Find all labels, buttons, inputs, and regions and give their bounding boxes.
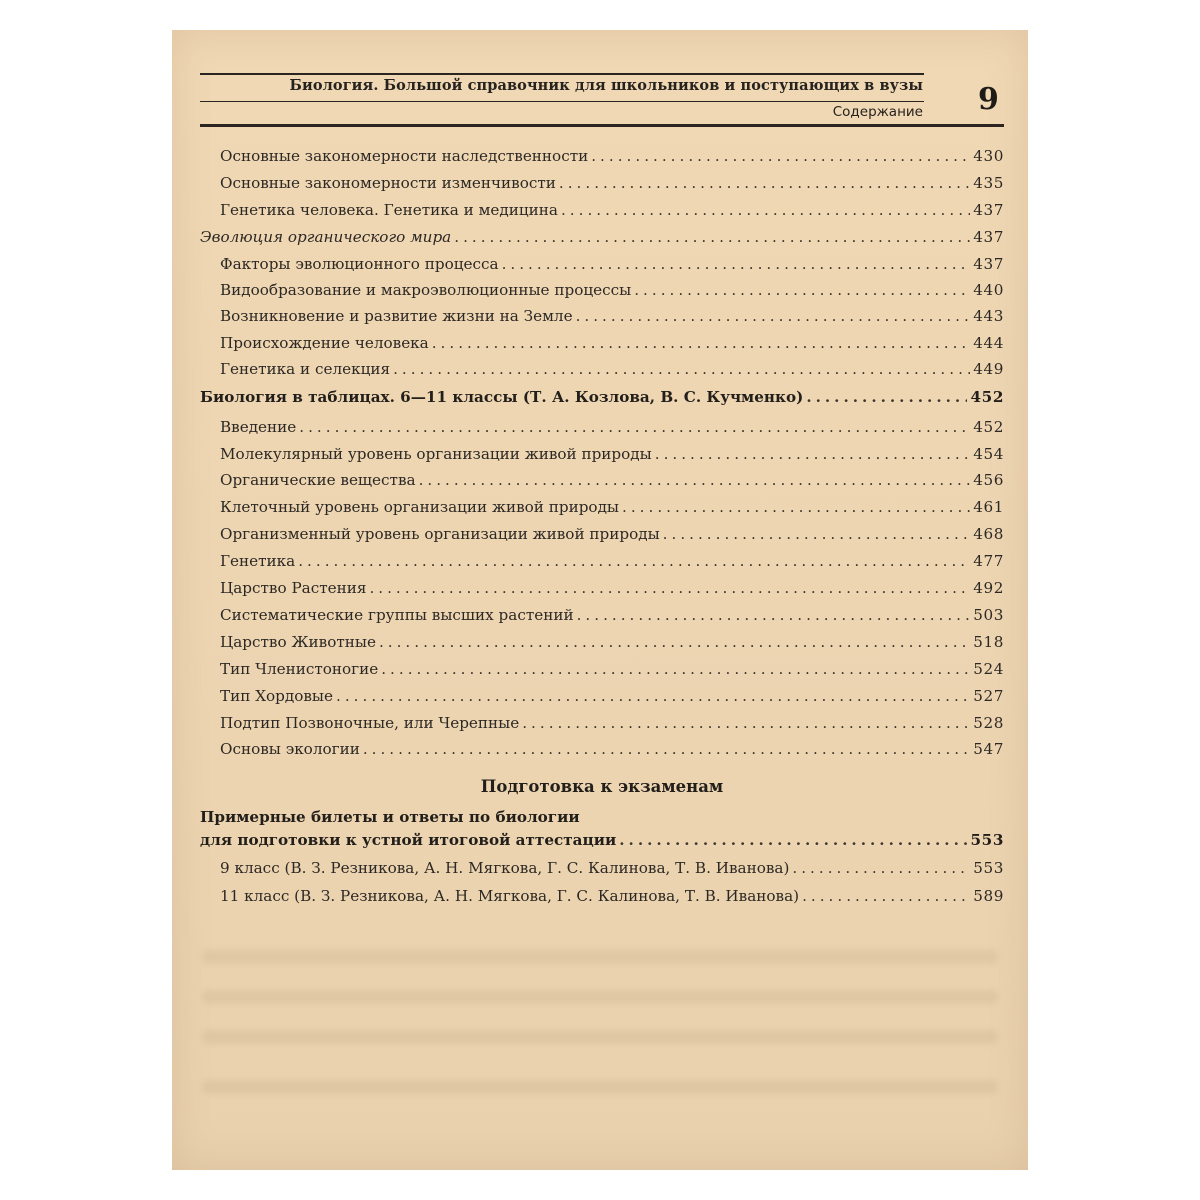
toc-entry-page: 437 — [973, 228, 1004, 246]
toc-entry[interactable] — [220, 173, 1004, 193]
toc-entry-page: 454 — [973, 445, 1004, 463]
toc-entry-title: Генетика — [220, 552, 296, 570]
toc-entry-page: 440 — [973, 281, 1004, 299]
toc-entry-title: 11 класс (В. З. Резникова, А. Н. Мягкова, Г. С. Калинова, Т. В. Иванова) — [220, 887, 800, 905]
toc-entry-title: Введение — [220, 418, 297, 436]
toc-entry-page: 547 — [973, 740, 1004, 758]
toc-entry-title: Тип Хордовые — [220, 687, 334, 705]
toc-entry-title: Биология в таблицах. 6—11 классы (Т. А. Козлова, В. С. Кучменко) — [200, 388, 804, 406]
dot-leader — [559, 173, 970, 193]
section-heading: Подготовка к экзаменам — [480, 777, 724, 796]
dot-leader — [522, 713, 970, 733]
dot-leader — [634, 280, 970, 300]
toc-entry[interactable] — [220, 200, 1004, 220]
toc-entry-page: 437 — [973, 255, 1004, 273]
toc-entry-title: Подтип Позвоночные, или Черепные — [220, 714, 520, 732]
toc-entry-page: 589 — [973, 887, 1004, 905]
toc-entry[interactable] — [220, 254, 1004, 274]
toc-entry-page: 435 — [973, 174, 1004, 192]
exam-entry-title-line: Примерные билеты и ответы по биологии — [200, 808, 580, 826]
toc-entry-title: Факторы эволюционного процесса — [220, 255, 499, 273]
toc-entry-title: Систематические группы высших растений — [220, 606, 574, 624]
dot-leader — [379, 632, 970, 652]
toc-entry-part[interactable] — [200, 830, 1004, 850]
toc-entry-title: Основные закономерности наследственности — [220, 147, 589, 165]
toc-entry[interactable] — [220, 605, 1004, 625]
toc-entry-page: 553 — [970, 831, 1004, 849]
dot-leader — [363, 739, 970, 759]
toc-entry-title: Генетика и селекция — [220, 360, 391, 378]
toc-entry[interactable] — [220, 686, 1004, 706]
toc-entry-page: 524 — [973, 660, 1004, 678]
dot-leader — [806, 387, 967, 407]
dot-leader — [299, 417, 970, 437]
toc-entry-page: 468 — [973, 525, 1004, 543]
toc-entry-title: Царство Растения — [220, 579, 367, 597]
toc-entry-title: Основные закономерности изменчивости — [220, 174, 556, 192]
dot-leader — [419, 470, 971, 490]
dot-leader — [369, 578, 970, 598]
toc-entry[interactable] — [220, 417, 1004, 437]
dot-leader — [622, 497, 970, 517]
dot-leader — [792, 858, 970, 878]
toc-entry[interactable] — [220, 444, 1004, 464]
toc-entry-page: 452 — [970, 388, 1004, 406]
toc-entry[interactable] — [220, 359, 1004, 379]
toc-entry-chapter[interactable] — [200, 227, 1004, 247]
running-title: Биология. Большой справочник для школьников и поступающих в вузы — [289, 77, 923, 94]
toc-entry-page: 449 — [973, 360, 1004, 378]
dot-leader — [576, 306, 971, 326]
dot-leader — [591, 146, 970, 166]
dot-leader — [561, 200, 970, 220]
toc-entry[interactable] — [220, 739, 1004, 759]
toc-entry[interactable] — [220, 306, 1004, 326]
toc-entry-title: Эволюция органического мира — [200, 228, 452, 246]
dot-leader — [454, 227, 970, 247]
toc-entry-title: 9 класс (В. З. Резникова, А. Н. Мягкова, Г. С. Калинова, Т. В. Иванова) — [220, 859, 790, 877]
toc-entry-page: 452 — [973, 418, 1004, 436]
dot-leader — [502, 254, 971, 274]
toc-entry[interactable] — [220, 497, 1004, 517]
toc-entry-page: 437 — [973, 201, 1004, 219]
toc-entry[interactable] — [220, 578, 1004, 598]
toc-entry[interactable] — [220, 858, 1004, 878]
dot-leader — [802, 886, 970, 906]
dot-leader — [432, 333, 970, 353]
toc-entry-title: Органические вещества — [220, 471, 416, 489]
toc-entry-page: 518 — [973, 633, 1004, 651]
toc-entry[interactable] — [220, 333, 1004, 353]
dot-leader — [393, 359, 970, 379]
toc-entry-page: 444 — [973, 334, 1004, 352]
section-label: Содержание — [832, 104, 923, 120]
toc-entry[interactable] — [220, 886, 1004, 906]
toc-entry-title: Организменный уровень организации живой природы — [220, 525, 660, 543]
toc-entry-title: Клеточный уровень организации живой природы — [220, 498, 620, 516]
toc-entry[interactable] — [220, 551, 1004, 571]
dot-leader — [336, 686, 970, 706]
toc-entry[interactable] — [220, 713, 1004, 733]
toc-entry[interactable] — [220, 632, 1004, 652]
toc-entry-page: 528 — [973, 714, 1004, 732]
dot-leader — [619, 830, 967, 850]
toc-entry-page: 443 — [973, 307, 1004, 325]
dot-leader — [663, 524, 971, 544]
dot-leader — [577, 605, 971, 625]
toc-entry-title: для подготовки к устной итоговой аттестации — [200, 831, 617, 849]
dot-leader — [298, 551, 970, 571]
toc-entry[interactable] — [220, 524, 1004, 544]
toc-entry-title: Основы экологии — [220, 740, 360, 758]
toc-entry-page: 527 — [973, 687, 1004, 705]
toc-entry-page: 461 — [973, 498, 1004, 516]
toc-entry[interactable] — [220, 659, 1004, 679]
toc-entry-title: Видообразование и макроэволюционные процессы — [220, 281, 632, 299]
toc-entry-page: 553 — [973, 859, 1004, 877]
toc-entry-page: 430 — [973, 147, 1004, 165]
toc-entry-title: Царство Животные — [220, 633, 376, 651]
toc-entry-title: Молекулярный уровень организации живой природы — [220, 445, 652, 463]
toc-entry[interactable] — [220, 280, 1004, 300]
toc-entry-page: 492 — [973, 579, 1004, 597]
toc-entry-title: Возникновение и развитие жизни на Земле — [220, 307, 573, 325]
toc-entry-page: 503 — [973, 606, 1004, 624]
dot-leader — [655, 444, 970, 464]
toc-entry-title: Тип Членистоногие — [220, 660, 379, 678]
toc-entry-part[interactable] — [200, 387, 1004, 407]
toc-entry-page: 477 — [973, 552, 1004, 570]
toc-entry-title: Генетика человека. Генетика и медицина — [220, 201, 558, 219]
toc-entry[interactable] — [220, 470, 1004, 490]
toc-entry[interactable] — [220, 146, 1004, 166]
toc-entry-page: 456 — [973, 471, 1004, 489]
page-number: 9 — [978, 82, 999, 117]
toc-entry-title: Происхождение человека — [220, 334, 429, 352]
dot-leader — [381, 659, 970, 679]
